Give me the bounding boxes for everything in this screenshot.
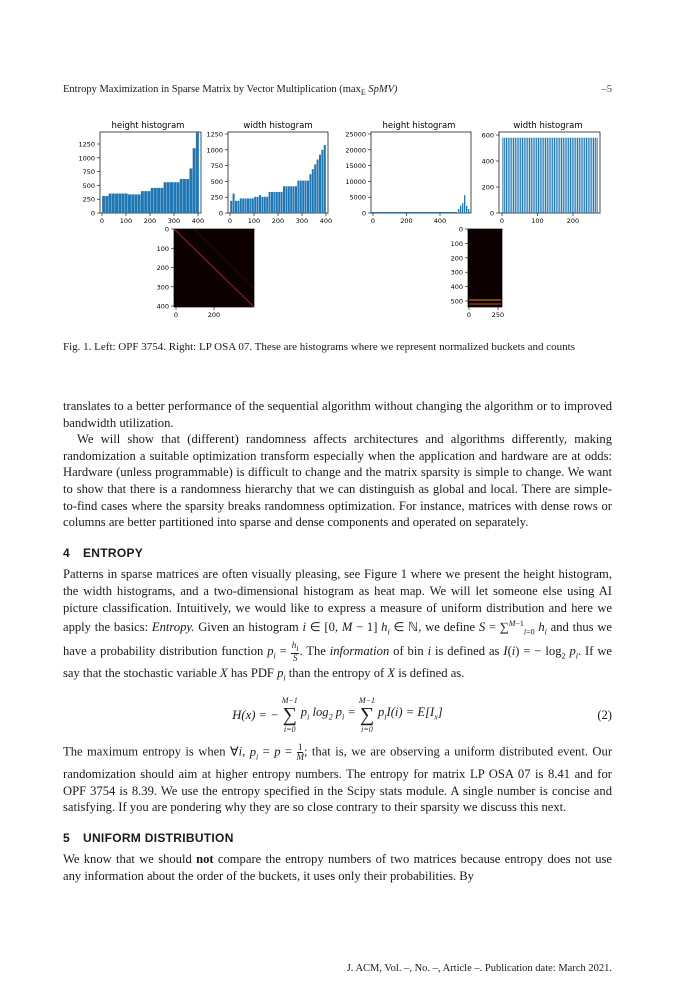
histogram-bar <box>183 179 186 213</box>
histogram-bar <box>573 138 574 213</box>
right-width-yticks <box>482 132 499 218</box>
histogram-bar <box>186 179 189 213</box>
histogram-bar <box>581 138 582 213</box>
right-heatmap-yticks <box>451 226 468 306</box>
histogram-bar <box>527 138 528 213</box>
right-heatmap-area <box>468 229 502 307</box>
histogram-bar <box>563 138 564 213</box>
histogram-bar <box>305 181 307 213</box>
paragraph-1: translates to a better performance of the sequential algorithm without changing the algorithm or to improved bandwidth utilization. <box>63 399 612 430</box>
histogram-bar <box>540 138 541 213</box>
y-tick-label: 0 <box>361 209 366 218</box>
histogram-bar <box>259 195 261 213</box>
histogram-bar <box>193 148 196 213</box>
y-tick-label: 400 <box>156 302 169 311</box>
histogram-bar <box>309 174 311 213</box>
histogram-bar <box>506 138 507 213</box>
histogram-bar <box>524 138 525 213</box>
right-height-title: height histogram <box>382 121 456 131</box>
y-tick-label: 400 <box>450 283 463 292</box>
histogram-bar <box>167 182 170 213</box>
x-tick-label: 0 <box>499 217 505 225</box>
x-tick-label: 200 <box>271 217 285 225</box>
histogram-bar <box>533 138 534 213</box>
histogram-bar <box>515 138 516 213</box>
y-tick-label: 20000 <box>345 146 366 155</box>
histogram-bar <box>534 138 535 213</box>
histogram-bar <box>105 196 108 213</box>
histogram-bar <box>575 138 576 213</box>
left-heatmap-xticks <box>174 307 220 319</box>
y-tick-label: 0 <box>90 209 95 218</box>
histogram-bar <box>245 198 247 213</box>
y-tick-label: 25000 <box>345 130 366 139</box>
y-tick-label: 1250 <box>78 140 95 149</box>
histogram-bar <box>522 138 523 213</box>
histogram-bar <box>157 188 160 213</box>
histogram-bar <box>285 186 287 213</box>
histogram-bar <box>538 138 539 213</box>
paragraph-3: Patterns in sparse matrices are often visually pleasing, see Figure 1 where we present the height histogram, the width histograms, and a two-dimensional histogram as heat map. We will let someone else using AI picture classification. Intuitively, we would like to express a measure of uniform distribution and here we apply the basics: Entropy. Given an histogram i ∈ [0, M − 1] $h_i$ ∈ ℕ, we define S = ∑$^{M-1}_{i=0}$ $h_i$ and thus we have a probability distribution function $p_i$ = $\frac{h_i}{S}$ . The information of bin i is defined as I(i) = − $\log_2 p_i$. If we say that the stochastic variable X has PDF $p_i$ than the entropy of X is defined as. <box>63 567 613 683</box>
histogram-bar <box>235 201 237 213</box>
left-width-yticks <box>206 131 228 218</box>
histogram-bar <box>173 182 176 213</box>
histogram-bar <box>579 138 580 213</box>
histogram-bar <box>276 192 278 213</box>
journal-footer: J. ACM, Vol. –, No. –, Article –. Publication date: March 2021. <box>346 963 612 974</box>
histogram-bar <box>281 192 283 213</box>
histogram-bar <box>589 138 590 213</box>
histogram-bar <box>568 138 569 213</box>
y-tick-label: 250 <box>210 193 223 202</box>
y-tick-label: 300 <box>156 283 169 292</box>
left-width-xticks <box>228 213 332 225</box>
histogram-bar <box>584 138 585 213</box>
histogram-bar <box>517 138 518 213</box>
histogram-bar <box>312 169 314 213</box>
left-height-title: height histogram <box>111 121 185 131</box>
histogram-bar <box>464 195 465 213</box>
histogram-bar <box>509 138 510 213</box>
histogram-bar <box>554 138 555 213</box>
y-tick-label: 200 <box>156 264 169 272</box>
histogram-bar <box>511 138 512 213</box>
histogram-bar <box>297 181 299 213</box>
histogram-bar <box>257 197 259 213</box>
histogram-bar <box>572 138 573 213</box>
y-tick-label: 200 <box>481 183 494 192</box>
y-tick-label: 100 <box>156 244 169 253</box>
right-height-xticks <box>371 213 446 225</box>
histogram-bar <box>556 138 557 213</box>
histogram-bar <box>460 206 461 213</box>
histogram-bar <box>278 192 280 213</box>
histogram-bar <box>520 138 521 213</box>
histogram-bar <box>131 194 134 213</box>
histogram-bar <box>141 191 144 213</box>
histogram-bar <box>160 188 163 213</box>
left-height-xticks <box>100 213 204 225</box>
x-tick-label: 100 <box>119 217 133 225</box>
histogram-bar <box>559 138 560 213</box>
histogram-bar <box>566 138 567 213</box>
y-tick-label: 600 <box>481 131 494 140</box>
histogram-bar <box>177 182 180 213</box>
histogram-bar <box>321 150 323 213</box>
histogram-bar <box>233 194 235 213</box>
histogram-bar <box>552 138 553 213</box>
y-tick-label: 250 <box>82 195 95 204</box>
histogram-bar <box>582 138 583 213</box>
histogram-bar <box>462 203 463 213</box>
histogram-bar <box>128 194 131 213</box>
y-tick-label: 0 <box>489 209 494 218</box>
histogram-bar <box>295 186 297 213</box>
histogram-bar <box>314 164 316 213</box>
histogram-bar <box>252 198 254 213</box>
x-tick-label: 200 <box>143 217 157 225</box>
x-tick-label: 100 <box>531 217 544 225</box>
histogram-bar <box>261 197 263 213</box>
histogram-bar <box>502 138 503 213</box>
histogram-bar <box>102 196 105 213</box>
histogram-bar <box>249 198 251 213</box>
histogram-bar <box>466 206 467 213</box>
left-heatmap <box>157 226 254 320</box>
histogram-bar <box>138 194 141 213</box>
histogram-bar <box>319 155 321 213</box>
histogram-bar <box>525 138 526 213</box>
running-title: Entropy Maximization in Sparse Matrix by Vector Multiplication ($\max_E$ SpMV) <box>63 84 398 98</box>
left-width-histogram <box>206 121 332 225</box>
histogram-bar <box>109 194 112 213</box>
histogram-bar <box>240 198 242 213</box>
histogram-bar <box>531 138 532 213</box>
x-tick-label: 200 <box>400 217 413 225</box>
figure-1 <box>62 116 614 326</box>
histogram-bar <box>543 138 544 213</box>
paragraph-4: The maximum entropy is when ∀i, $p_i = p$ = $\frac{1}{M}$ ; that is, we are observing a uniform distributed event. Our randomization should aim at higher entropy numbers. The entropy for matrix LP OSA 07 is 8.41 and for OPF 3754 is 8.39. We use the entropy specified in the Scipy stats module. A single number is concise and satisfying. If you are pondering why they are so close contrary to their sparsity we discuss this next. <box>63 742 613 815</box>
histogram-bar <box>273 192 275 213</box>
right-heatmap-xticks <box>467 307 504 319</box>
histogram-bar <box>122 194 125 213</box>
histogram-bar <box>595 138 596 213</box>
y-tick-label: 300 <box>450 268 463 277</box>
histogram-bar <box>549 138 550 213</box>
x-tick-label: 0 <box>227 217 233 225</box>
x-tick-label: 0 <box>370 217 376 225</box>
paragraph-2: We will show that (different) randomness affects architectures and algorithms differently, making randomization a suitable optimization transform especially when the application and hardware are at odds: Hardware (unless programmable) is difficult to change and the matrix sparsity is simple to change. We want to show that there is a randomness hierarchy that we can distinguish as global and local. There are simple-to-find cases where the sparsity breaks randomness optimization. For instance, matrices with dense rows or columns are better partitioned into sparse and dense components and operated on separately. <box>63 432 612 530</box>
histogram-bar <box>557 138 558 213</box>
right-height-yticks <box>345 131 371 218</box>
histogram-bar <box>288 186 290 213</box>
histogram-bar <box>547 138 548 213</box>
y-tick-label: 500 <box>450 297 463 306</box>
histogram-bar <box>180 179 183 213</box>
y-tick-label: 10000 <box>345 177 366 186</box>
y-tick-label: 500 <box>82 181 95 190</box>
left-heatmap-yticks <box>157 226 174 311</box>
histogram-bar <box>586 138 587 213</box>
x-tick-label: 0 <box>173 311 179 319</box>
histogram-bar <box>458 209 459 213</box>
histogram-bar <box>290 186 292 213</box>
y-tick-label: 200 <box>450 254 463 263</box>
histogram-bar <box>307 181 309 213</box>
x-tick-label: 100 <box>247 217 261 225</box>
histogram-bar <box>302 181 304 213</box>
histogram-bar <box>118 194 121 213</box>
x-tick-label: 200 <box>566 217 580 225</box>
histogram-bar <box>468 209 469 213</box>
x-tick-label: 0 <box>466 311 472 319</box>
y-tick-label: 15000 <box>345 162 366 171</box>
section-4-heading: 4 ENTROPY <box>63 545 144 560</box>
y-tick-label: 0 <box>164 225 169 234</box>
histogram-bar <box>147 191 150 213</box>
right-height-bars <box>372 195 469 213</box>
y-tick-label: 1250 <box>206 130 223 139</box>
histogram-bar <box>283 186 285 213</box>
histogram-bar <box>529 138 530 213</box>
section-5-heading: 5 UNIFORM DISTRIBUTION <box>63 830 234 845</box>
histogram-bar <box>269 192 271 213</box>
histogram-bar <box>189 168 192 213</box>
left-width-bars <box>230 145 326 213</box>
x-tick-label: 0 <box>99 217 105 225</box>
y-tick-label: 1000 <box>78 154 95 163</box>
histogram-bar <box>254 197 256 213</box>
histogram-bar <box>504 138 505 213</box>
body-text <box>63 398 612 884</box>
y-tick-label: 500 <box>210 177 223 186</box>
right-width-histogram <box>482 121 600 225</box>
histogram-bar <box>588 138 589 213</box>
histogram-bar <box>561 138 562 213</box>
x-tick-label: 400 <box>191 217 205 225</box>
right-heatmap <box>451 226 505 320</box>
y-tick-label: 400 <box>481 157 494 166</box>
equation-2: H(x) = − M−1 ∑ i=0 $p_i$ $\log_2 p_i$ = M−1 ∑ i=0 $p_iI(i) = E[I_x]$ (2) <box>232 696 612 735</box>
y-tick-label: 750 <box>210 162 223 171</box>
figure-caption: Fig. 1. Left: OPF 3754. Right: LP OSA 07. These are histograms where we represent normalized buckets and counts <box>63 341 576 353</box>
histogram-bar <box>266 197 268 213</box>
left-width-title: width histogram <box>243 121 313 131</box>
right-width-bars <box>502 138 597 213</box>
x-tick-label: 400 <box>319 217 333 225</box>
equation-number: (2) <box>597 708 612 723</box>
histogram-bar <box>144 191 147 213</box>
histogram-bar <box>591 138 592 213</box>
x-tick-label: 300 <box>167 217 181 225</box>
histogram-bar <box>196 132 199 213</box>
x-tick-label: 250 <box>491 311 505 319</box>
histogram-bar <box>300 181 302 213</box>
left-height-bars <box>102 132 199 213</box>
histogram-bar <box>151 188 154 213</box>
right-width-xticks <box>500 213 579 225</box>
histogram-bar <box>134 194 137 213</box>
histogram-bar <box>597 138 598 213</box>
x-tick-label: 200 <box>207 311 221 319</box>
running-header <box>63 84 612 97</box>
histogram-bar <box>545 138 546 213</box>
histogram-bar <box>508 138 509 213</box>
y-tick-label: 100 <box>450 239 463 248</box>
y-tick-label: 1000 <box>206 146 223 155</box>
y-tick-label: 750 <box>82 168 95 177</box>
histogram-bar <box>536 138 537 213</box>
paragraph-5: We know that we should not compare the entropy numbers of two matrices because entropy does not use any information about the order of the buckets, it uses only their probabilities. By <box>63 852 612 883</box>
y-tick-label: 0 <box>458 225 463 234</box>
histogram-bar <box>565 138 566 213</box>
histogram-bar <box>154 188 157 213</box>
histogram-bar <box>112 194 115 213</box>
histogram-bar <box>293 186 295 213</box>
histogram-bar <box>125 194 128 213</box>
histogram-bar <box>324 145 326 213</box>
right-height-histogram <box>345 121 471 225</box>
right-height-axes <box>371 132 471 213</box>
histogram-bar <box>593 138 594 213</box>
histogram-bar <box>264 197 266 213</box>
histogram-bar <box>237 201 239 213</box>
histogram-bar <box>518 138 519 213</box>
histogram-bar <box>550 138 551 213</box>
histogram-bar <box>570 138 571 213</box>
histogram-bar <box>577 138 578 213</box>
histogram-bar <box>317 160 319 213</box>
histogram-bar <box>242 198 244 213</box>
left-height-histogram <box>78 121 204 225</box>
right-width-title: width histogram <box>513 121 583 131</box>
histogram-bar <box>164 182 167 213</box>
page-number: –5 <box>601 84 612 95</box>
histogram-bar <box>513 138 514 213</box>
y-tick-label: 0 <box>218 209 223 218</box>
left-height-yticks <box>78 141 100 218</box>
y-tick-label: 5000 <box>349 193 366 202</box>
histogram-bar <box>541 138 542 213</box>
histogram-bar <box>115 194 118 213</box>
histogram-bar <box>247 198 249 213</box>
histogram-bar <box>271 192 273 213</box>
histogram-bar <box>170 182 173 213</box>
histogram-bar <box>230 201 232 213</box>
x-tick-label: 400 <box>433 217 447 225</box>
x-tick-label: 300 <box>295 217 309 225</box>
